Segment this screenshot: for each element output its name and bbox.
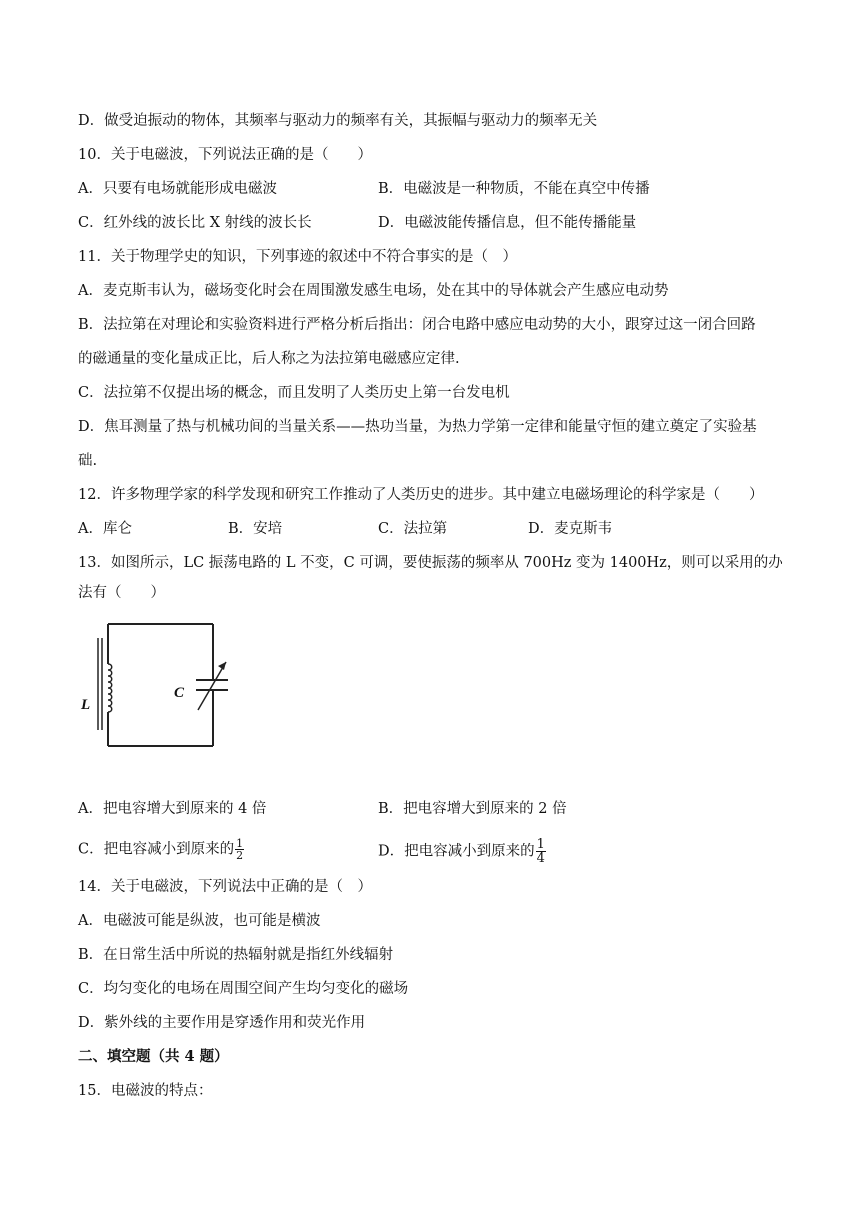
q13-option-a: A．把电容增大到原来的 4 倍 [78, 801, 267, 817]
q11-option-a: A．麦克斯韦认为，磁场变化时会在周围激发感生电场，处在其中的导体就会产生感应电动势 [78, 283, 669, 299]
q12-option-c: C．法拉第 [378, 521, 448, 537]
lc-circuit-diagram [78, 618, 228, 750]
q13-option-d-text: D．把电容减小到原来的 [378, 843, 535, 860]
q11-option-c: C．法拉第不仅提出场的概念，而且发明了人类历史上第一台发电机 [78, 385, 510, 401]
q11-option-d-line1: D．焦耳测量了热与机械功间的当量关系——热功当量，为热力学第一定律和能量守恒的建立奠定了实验基 [78, 419, 757, 435]
q13-option-d [378, 838, 546, 865]
q10-option-c: C．红外线的波长比 X 射线的波长长 [78, 215, 312, 231]
q10-option-a: A．只要有电场就能形成电磁波 [78, 181, 277, 197]
q13-option-c-text: C．把电容减小到原来的 [78, 841, 235, 858]
q11-stem: 11．关于物理学史的知识，下列事迹的叙述中不符合事实的是（ ） [78, 249, 517, 265]
q12-option-a: A．库仑 [78, 521, 132, 537]
q14-stem: 14．关于电磁波，下列说法中正确的是（ ） [78, 879, 372, 895]
q14-option-a: A．电磁波可能是纵波，也可能是横波 [78, 913, 321, 929]
q14-option-c: C．均匀变化的电场在周围空间产生均匀变化的磁场 [78, 981, 409, 997]
inductor-label: L [81, 697, 91, 713]
q13-option-c [78, 838, 244, 861]
q13-option-c-fraction [235, 838, 244, 861]
fraction-denominator: 2 [236, 849, 244, 862]
fraction-numerator: 1 [536, 837, 545, 852]
q12-stem: 12．许多物理学家的科学发现和研究工作推动了人类历史的进步。其中建立电磁场理论的科学家是（ ） [78, 487, 764, 503]
q11-option-b-line2: 的磁通量的变化量成正比，后人称之为法拉第电磁感应定律. [78, 351, 460, 367]
q12-option-d: D．麦克斯韦 [528, 521, 613, 537]
q11-option-d-line2: 础. [78, 453, 98, 469]
q15-stem: 15．电磁波的特点： [78, 1083, 213, 1099]
q9-option-d: D．做受迫振动的物体，其频率与驱动力的频率有关，其振幅与驱动力的频率无关 [78, 113, 598, 129]
q13-option-b: B．把电容增大到原来的 2 倍 [378, 801, 567, 817]
fraction-denominator: 4 [536, 851, 545, 866]
q10-option-b: B．电磁波是一种物质，不能在真空中传播 [378, 181, 650, 197]
section-title: 二、填空题（共 4 题） [78, 1048, 229, 1065]
q14-option-b: B．在日常生活中所说的热辐射就是指红外线辐射 [78, 947, 394, 963]
q11-option-b-line1: B．法拉第在对理论和实验资料进行严格分析后指出：闭合电路中感应电动势的大小，跟穿过这一闭合回路 [78, 317, 756, 333]
q13-option-d-fraction [536, 838, 546, 865]
fraction-numerator: 1 [236, 837, 244, 850]
q10-option-d: D．电磁波能传播信息，但不能传播能量 [378, 215, 637, 231]
q14-option-d: D．紫外线的主要作用是穿透作用和荧光作用 [78, 1015, 366, 1031]
q10-stem: 10．关于电磁波，下列说法正确的是（ ） [78, 147, 372, 163]
capacitor-label: C [174, 685, 185, 701]
q13-stem-line2: 法有（ ） [78, 585, 165, 601]
q13-stem-line1: 13．如图所示，LC 振荡电路的 L 不变，C 可调，要使振荡的频率从 700Hz 变为 1400Hz，则可以采用的办 [78, 555, 783, 571]
q12-option-b: B．安培 [228, 521, 283, 537]
